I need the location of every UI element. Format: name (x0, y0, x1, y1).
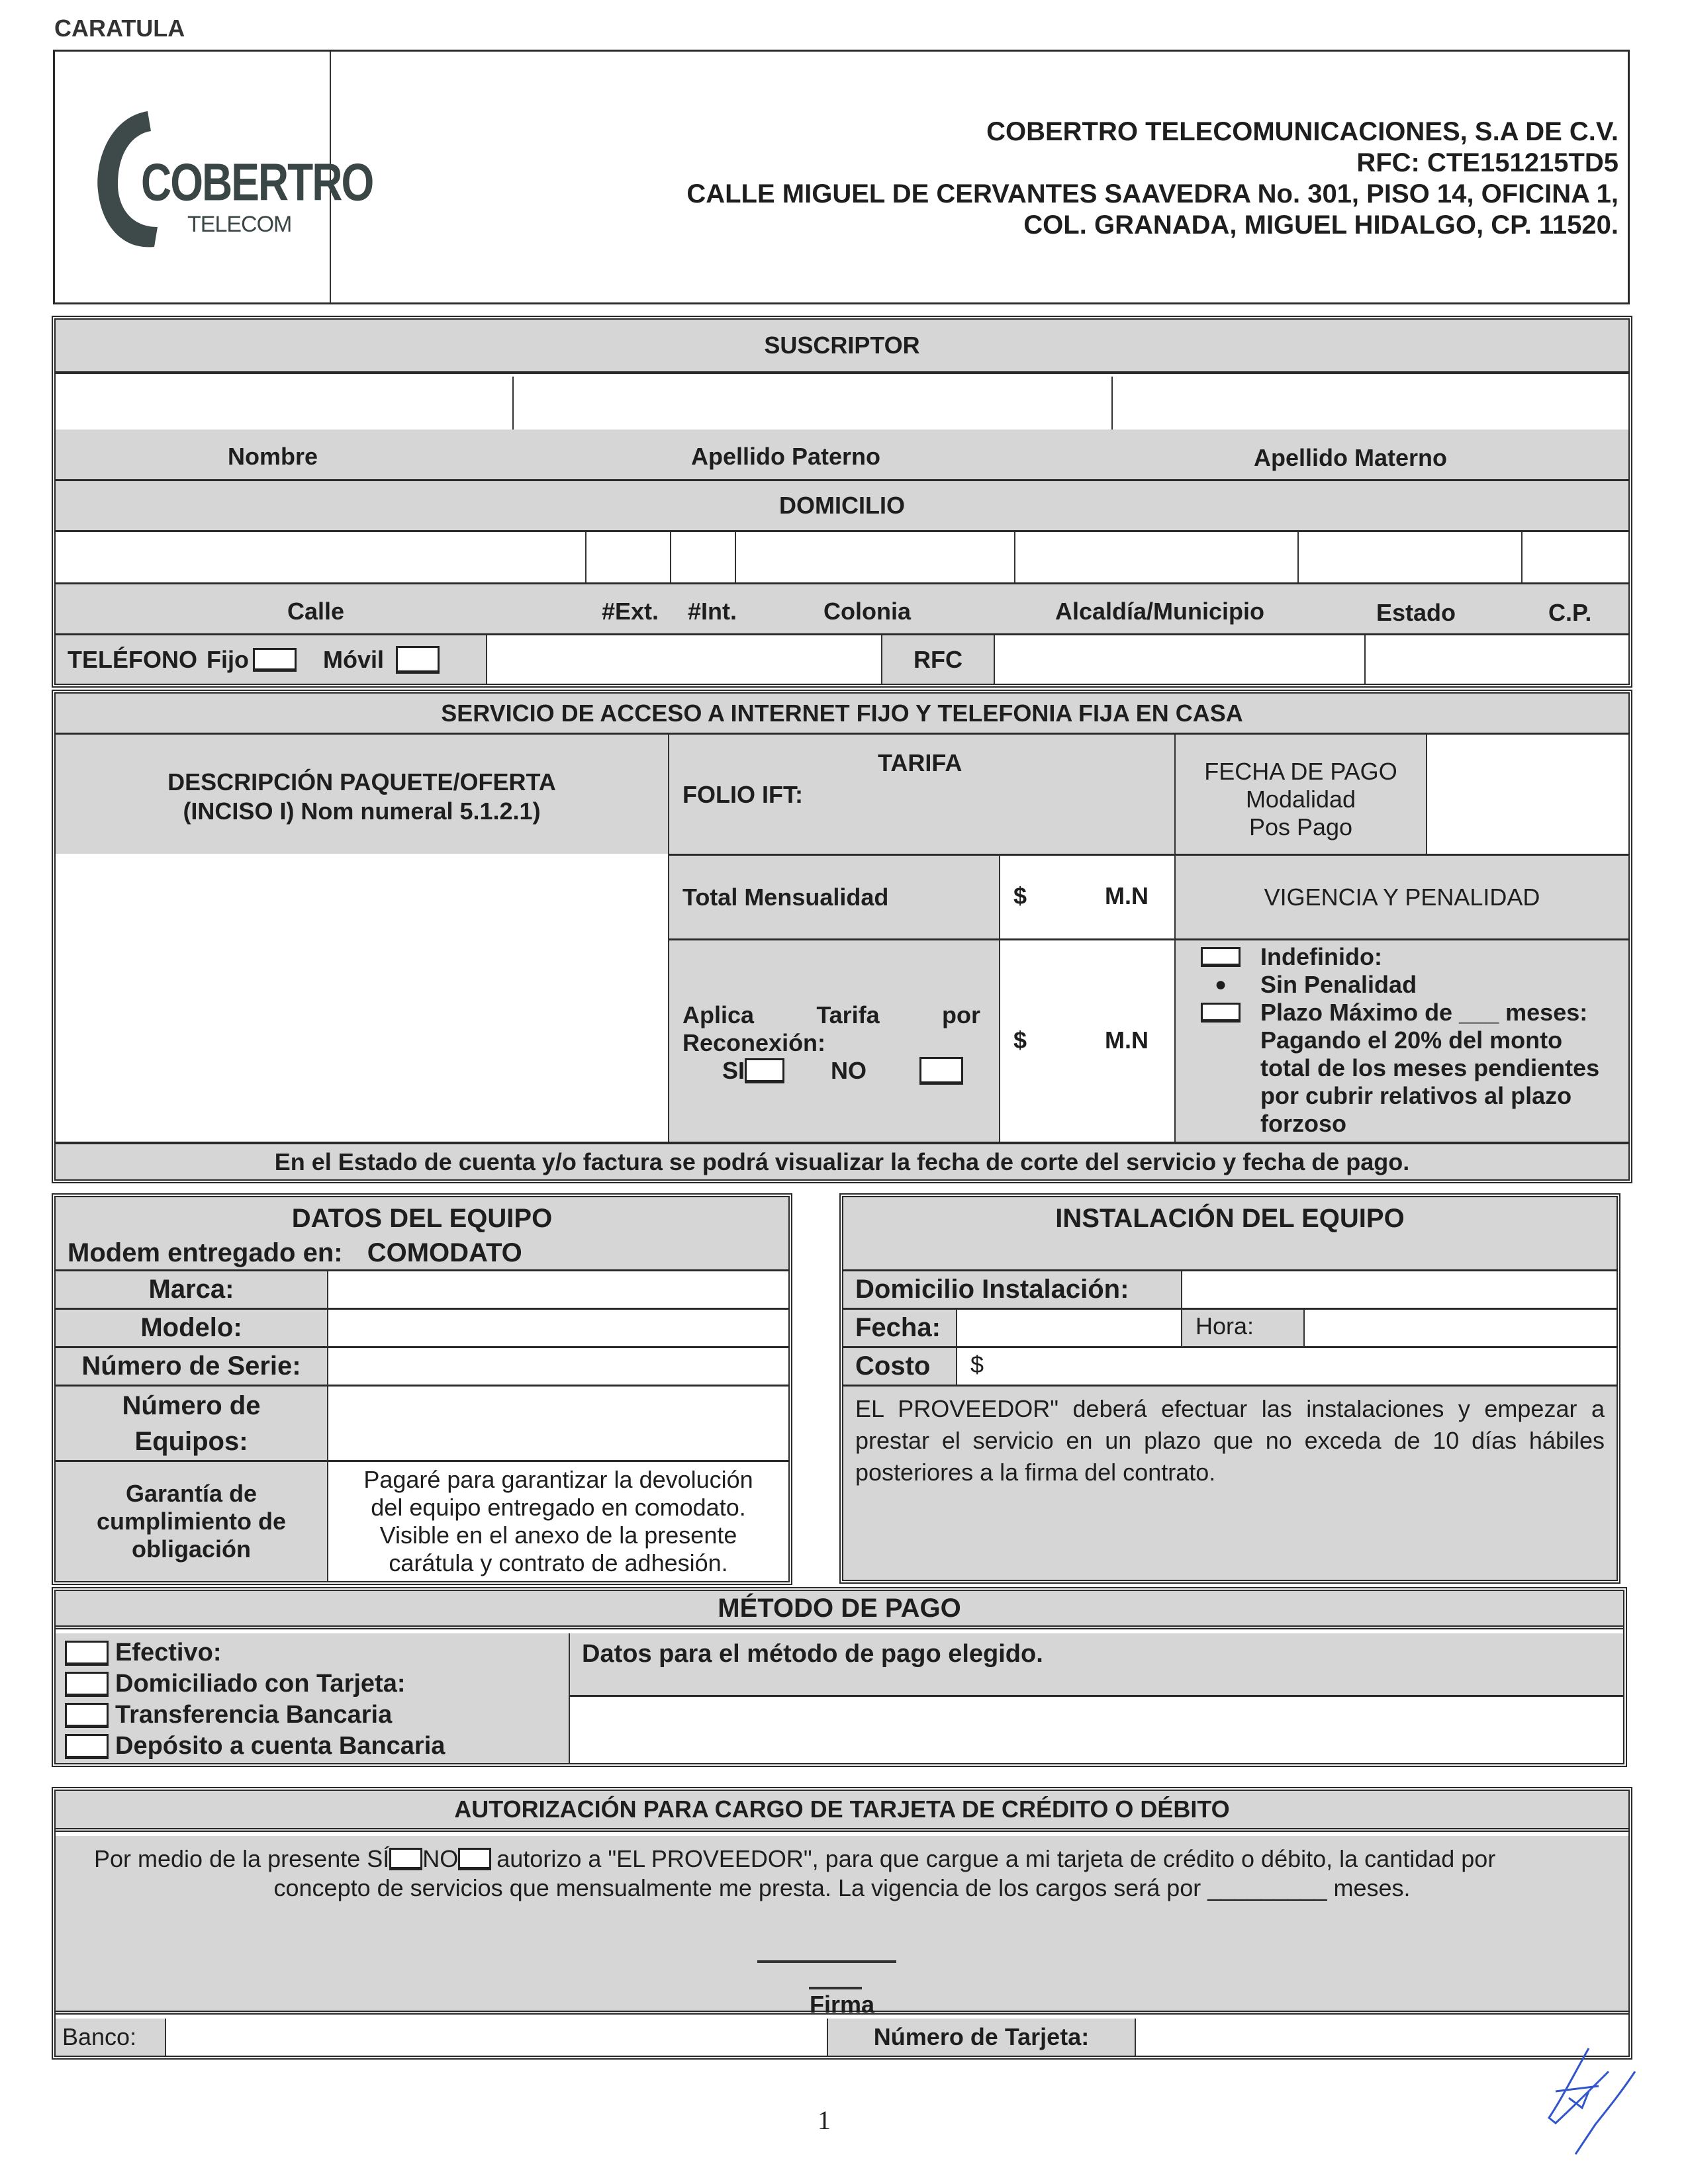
int-input[interactable] (670, 532, 735, 582)
fijo-checkbox[interactable] (253, 648, 297, 672)
option-domiciliado[interactable] (65, 1668, 559, 1700)
company-address-1: CALLE MIGUEL DE CERVANTES SAAVEDRA No. 301, PISO 14, OFICINA 1, (686, 179, 1618, 208)
rfc-label: RFC (881, 635, 994, 684)
currency-code-2: M.N (1105, 1026, 1149, 1054)
tarifa-cell (668, 735, 1174, 854)
address-labels-row (56, 582, 1628, 635)
vigencia-options (1174, 938, 1628, 1142)
reconexion-label: Reconexión: (682, 1029, 826, 1056)
autorizacion-line2: concepto de servicios que mensualmente me presta. La vigencia de los cargos será por _________ meses. (273, 1874, 1411, 1901)
reconexion-no-checkbox[interactable] (919, 1057, 963, 1085)
servicio-title: SERVICIO DE ACCESO A INTERNET FIJO Y TELEFONIA FIJA EN CASA (56, 694, 1628, 735)
reconexion-input[interactable] (999, 938, 1174, 1142)
bullet-icon: ● (1214, 974, 1227, 995)
rfc-input[interactable] (994, 635, 1364, 684)
modelo-label: Modelo: (56, 1310, 327, 1348)
pos-pago-label: Pos Pago (1248, 813, 1353, 841)
option-efectivo[interactable] (65, 1637, 559, 1668)
ext-label: #Ext. (602, 598, 659, 625)
reconexion-options (722, 1057, 963, 1085)
ext-input[interactable] (585, 532, 670, 582)
transferencia-label: Transferencia Bancaria (115, 1701, 393, 1729)
nombre-input[interactable] (56, 377, 512, 430)
indefinido-checkbox[interactable] (1201, 947, 1241, 967)
int-label: #Int. (688, 598, 737, 625)
apellido-paterno-label: Apellido Paterno (691, 443, 881, 470)
company-header (53, 50, 1630, 304)
serie-label: Número de Serie: (56, 1348, 327, 1387)
descripcion-header (56, 735, 668, 854)
currency-symbol: $ (1013, 882, 1027, 909)
banco-label: Banco: (56, 2019, 165, 2056)
cp-label: C.P. (1548, 599, 1592, 626)
calle-input[interactable] (56, 532, 585, 582)
telefono-label-cell (56, 635, 486, 684)
deposito-label: Depósito a cuenta Bancaria (115, 1732, 445, 1760)
handwritten-signature-icon (1536, 2045, 1668, 2158)
metodo-pago-title: MÉTODO DE PAGO (56, 1591, 1623, 1629)
alcaldia-input[interactable] (1014, 532, 1297, 582)
tarifa-word: Tarifa (816, 1001, 880, 1028)
instalacion-title: INSTALACIÓN DEL EQUIPO (1055, 1204, 1405, 1233)
numero-equipos-label: Número de Equipos: (56, 1387, 327, 1462)
domiciliado-label: Domiciliado con Tarjeta: (115, 1670, 406, 1698)
modem-label (68, 1238, 522, 1268)
domicilio-title: DOMICILIO (56, 481, 1628, 532)
logo-text: COBERTRO (141, 152, 373, 212)
garantia-label: Garantía de cumplimiento de obligación (56, 1462, 327, 1581)
movil-checkbox[interactable] (396, 646, 440, 674)
fecha-label: Fecha: (843, 1310, 956, 1348)
equipo-section (52, 1193, 792, 1585)
instalacion-nota: EL PROVEEDOR" deberá efectuar las instalaciones y empezar a prestar el servicio en un plazo que no exceda de 10 días hábiles posteriores a la firma del contrato. (843, 1387, 1617, 1580)
currency-code: M.N (1105, 882, 1149, 909)
tarifa-label: TARIFA (878, 749, 962, 776)
modem-value: COMODATO (367, 1238, 522, 1267)
efectivo-checkbox[interactable] (65, 1641, 109, 1666)
instalacion-header (843, 1197, 1617, 1271)
signature-line-short (809, 1987, 862, 1989)
efectivo-label: Efectivo: (115, 1639, 222, 1666)
suscriptor-section (52, 316, 1632, 688)
plazo-label: Plazo Máximo de ___ meses: (1260, 999, 1588, 1026)
costo-label: Costo (843, 1348, 956, 1387)
si-label: SI (722, 1057, 745, 1084)
datos-metodo-label: Datos para el método de pago elegido. (569, 1633, 1623, 1697)
extra-input[interactable] (1364, 635, 1628, 684)
hora-label: Hora: (1181, 1310, 1303, 1348)
domiciliado-checkbox[interactable] (65, 1672, 109, 1697)
autorizacion-section (52, 1787, 1632, 2060)
estado-label: Estado (1376, 599, 1456, 626)
autorizacion-line1 (94, 1845, 1495, 1873)
instalacion-section (839, 1193, 1620, 1584)
telefono-label: TELÉFONO (68, 645, 197, 673)
apellido-paterno-input[interactable] (512, 377, 1111, 430)
datos-metodo-input[interactable] (569, 1697, 1623, 1763)
garantia-text: Pagaré para garantizar la devolución del equipo entregado en comodato. Visible en el anexo de la presente carátula y contrato de adhesión. (327, 1462, 788, 1581)
colonia-input[interactable] (735, 532, 1014, 582)
autorizacion-si-checkbox[interactable] (389, 1848, 422, 1870)
nombre-label: Nombre (228, 443, 318, 470)
option-transferencia[interactable] (65, 1700, 559, 1731)
company-name: COBERTRO TELECOMUNICACIONES, S.A DE C.V. (986, 117, 1618, 146)
alcaldia-label: Alcaldía/Municipio (1055, 598, 1265, 625)
marca-label: Marca: (56, 1271, 327, 1310)
cp-input[interactable] (1521, 532, 1628, 582)
autorizacion-no-checkbox[interactable] (458, 1848, 491, 1870)
domicilio-instalacion-label: Domicilio Instalación: (843, 1271, 1181, 1310)
option-deposito[interactable] (65, 1731, 559, 1762)
banco-input[interactable] (165, 2019, 827, 2056)
currency-symbol-2: $ (1013, 1026, 1027, 1054)
autorizacion-text-2: autorizo a "EL PROVEEDOR", para que cargue a mi tarjeta de crédito o débito, la cantidad por (496, 1845, 1496, 1872)
fecha-input[interactable] (956, 1310, 1181, 1348)
hora-input[interactable] (1303, 1310, 1617, 1348)
autorizacion-no-label: NO (422, 1845, 459, 1872)
aplica-word: Aplica (682, 1001, 755, 1028)
penalidad-text: Pagando el 20% del monto total de los meses pendientes por cubrir relativos al plazo forzoso (1260, 1026, 1600, 1137)
estado-input[interactable] (1297, 532, 1521, 582)
autorizacion-text-1: Por medio de la presente SÍ (94, 1845, 390, 1872)
fecha-pago-cell (1174, 735, 1426, 854)
apellido-materno-label: Apellido Materno (1254, 444, 1448, 471)
name-labels-row (56, 430, 1628, 481)
apellido-materno-input[interactable] (1111, 377, 1628, 430)
costo-input[interactable]: $ (956, 1348, 1617, 1387)
metodo-pago-options (56, 1633, 569, 1763)
por-word: por (941, 1001, 980, 1028)
descripcion-sublabel: (INCISO I) Nom numeral 5.1.2.1) (183, 797, 541, 825)
tarjeta-label: Número de Tarjeta: (827, 2019, 1135, 2056)
autorizacion-body (56, 1836, 1628, 2018)
fecha-pago-label: FECHA DE PAGO (1204, 758, 1397, 785)
firma-label: Firma (809, 1991, 875, 2018)
logo-subtext: TELECOM (187, 212, 292, 237)
colonia-label: Colonia (823, 598, 911, 625)
transferencia-checkbox[interactable] (65, 1703, 109, 1728)
deposito-checkbox[interactable] (65, 1734, 109, 1759)
vigencia-option-indefinido[interactable] (1201, 943, 1382, 971)
modem-entregado-label: Modem entregado en: (68, 1238, 343, 1267)
reconexion-si-checkbox[interactable] (745, 1058, 784, 1083)
telefono-input[interactable] (486, 635, 881, 684)
logo-cell (55, 52, 373, 302)
numero-equipos-input[interactable] (327, 1387, 788, 1462)
calle-label: Calle (287, 598, 345, 625)
vigencia-option-sin-penalidad (1201, 971, 1417, 999)
company-address-2: COL. GRANADA, MIGUEL HIDALGO, CP. 11520. (1023, 210, 1618, 240)
total-mensualidad-input[interactable] (999, 854, 1174, 938)
total-mensualidad-label: Total Mensualidad (668, 854, 999, 938)
autorizacion-title: AUTORIZACIÓN PARA CARGO DE TARJETA DE CRÉDITO O DÉBITO (56, 1791, 1628, 1832)
fecha-pago-input[interactable] (1426, 735, 1628, 854)
company-info (686, 116, 1618, 241)
page-number: 1 (818, 2105, 831, 2135)
serie-input[interactable] (327, 1348, 788, 1387)
descripcion-input[interactable] (56, 854, 668, 1142)
descripcion-label: DESCRIPCIÓN PAQUETE/OFERTA (167, 768, 556, 796)
indefinido-label: Indefinido: (1260, 943, 1382, 970)
signature-line (757, 1960, 896, 1963)
suscriptor-title: SUSCRIPTOR (56, 320, 1628, 374)
modelo-input[interactable] (327, 1310, 788, 1348)
no-label: NO (831, 1057, 867, 1084)
movil-label: Móvil (322, 645, 384, 673)
metodo-pago-section (52, 1587, 1627, 1767)
plazo-checkbox[interactable] (1201, 1003, 1241, 1023)
equipo-title: DATOS DEL EQUIPO (291, 1204, 553, 1233)
servicio-section (52, 690, 1632, 1183)
reconexion-line1 (682, 1001, 980, 1029)
vigencia-title: VIGENCIA Y PENALIDAD (1174, 854, 1628, 938)
company-rfc: RFC: CTE151215TD5 (1356, 148, 1618, 177)
marca-input[interactable] (327, 1271, 788, 1310)
page-title: CARATULA (54, 15, 185, 42)
vigencia-option-plazo[interactable] (1201, 999, 1587, 1026)
equipo-header (56, 1197, 788, 1271)
modalidad-label: Modalidad (1245, 786, 1356, 813)
domicilio-instalacion-input[interactable] (1181, 1271, 1617, 1310)
servicio-notice: En el Estado de cuenta y/o factura se podrá visualizar la fecha de corte del servicio y fecha de pago. (56, 1142, 1628, 1179)
sin-penalidad-label: Sin Penalidad (1260, 971, 1417, 998)
reconexion-cell (668, 938, 999, 1142)
folio-ift-label: FOLIO IFT: (682, 781, 803, 808)
fijo-label: Fijo (207, 645, 249, 673)
